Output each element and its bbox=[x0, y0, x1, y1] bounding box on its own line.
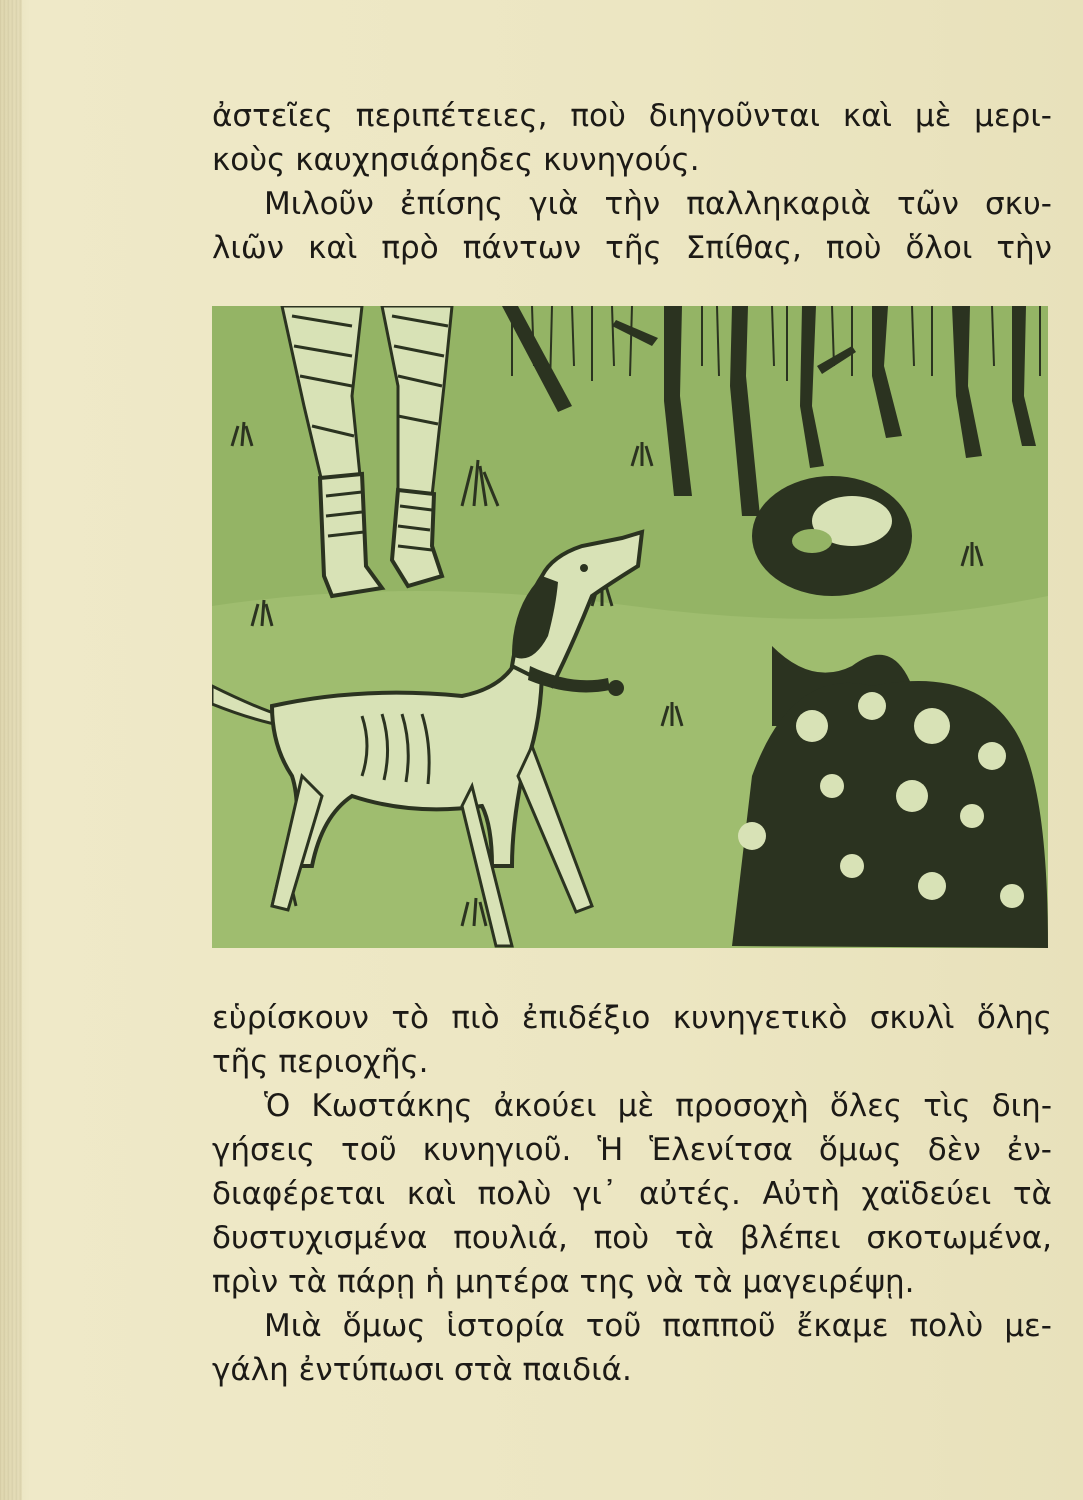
text-line: λιῶν καὶ πρὸ πάντων τῆς Σπίθας, ποὺ ὅλοι τὴν bbox=[212, 230, 1052, 266]
page-edge bbox=[0, 0, 22, 1500]
bottom-text-block bbox=[212, 996, 1052, 1392]
text-line: Μιλοῦν ἐπίσης γιὰ τὴν παλληκαριὰ τῶν σκυ- bbox=[264, 186, 1052, 222]
text-line: εὑρίσκουν τὸ πιὸ ἐπιδέξιο κυνηγετικὸ σκυλὶ ὅλης bbox=[212, 1000, 1052, 1036]
text-line: τῆς περιοχῆς. bbox=[212, 1044, 429, 1080]
text-line: δυστυχισμένα πουλιά, ποὺ τὰ βλέπει σκοτωμένα, bbox=[212, 1220, 1052, 1256]
text-line: Ὁ Κωστάκης ἀκούει μὲ προσοχὴ ὅλες τὶς διη- bbox=[264, 1088, 1052, 1124]
top-text-block bbox=[212, 94, 1052, 270]
text-line: γάλη ἐντύπωσι στὰ παιδιά. bbox=[212, 1352, 632, 1388]
text-line: ἀστεῖες περιπέτειες, ποὺ διηγοῦνται καὶ μὲ μερι- bbox=[212, 98, 1052, 134]
woodcut-drawing bbox=[212, 306, 1048, 948]
text-line: γήσεις τοῦ κυνηγιοῦ. Ἡ Ἑλενίτσα ὅμως δὲν ἐν- bbox=[212, 1132, 1052, 1168]
text-line: Μιὰ ὅμως ἱστορία τοῦ παπποῦ ἔκαμε πολὺ με- bbox=[264, 1308, 1052, 1344]
text-line: κοὺς καυχησιάρηδες κυνηγούς. bbox=[212, 142, 700, 178]
hunting-dog-illustration bbox=[212, 306, 1048, 948]
text-line: πρὶν τὰ πάρῃ ἡ μητέρα της νὰ τὰ μαγειρέψῃ. bbox=[212, 1264, 915, 1300]
text-line: διαφέρεται καὶ πολὺ γι᾽ αὐτές. Αὐτὴ χαϊδεύει τὰ bbox=[212, 1176, 1052, 1212]
